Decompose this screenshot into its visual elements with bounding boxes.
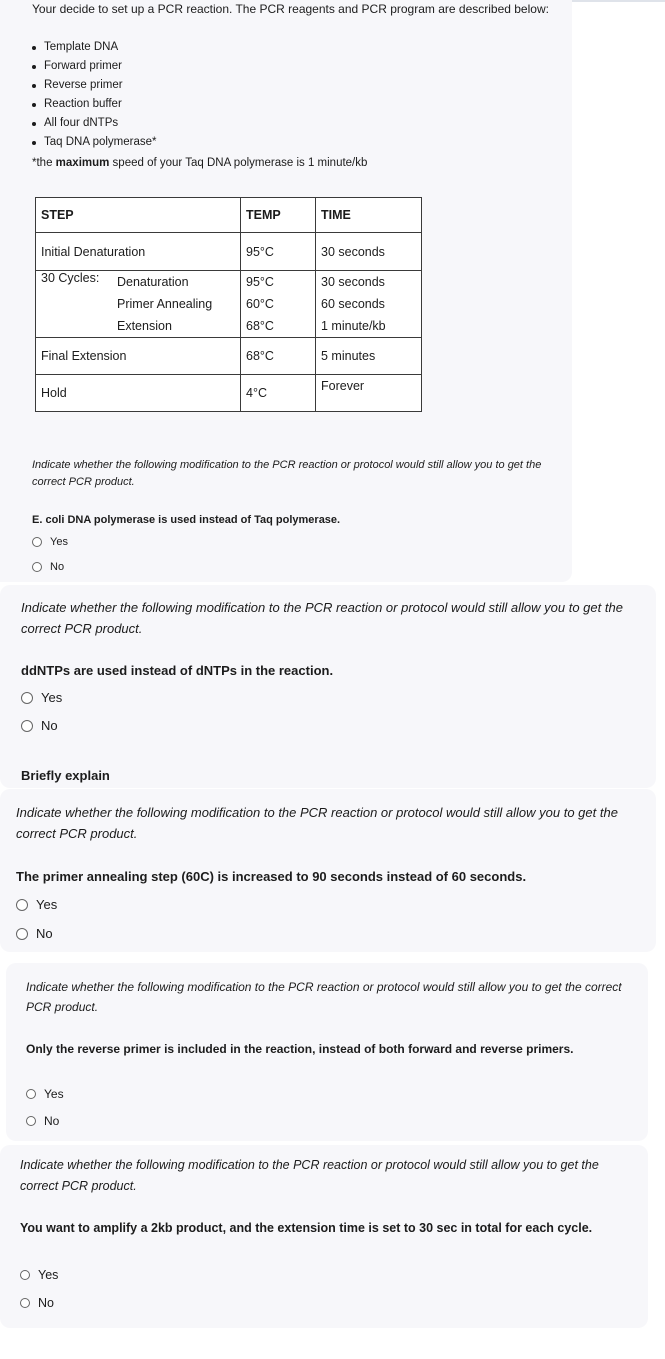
cycle-step: Extension (117, 319, 172, 333)
reagent-item: Template DNA (30, 38, 157, 57)
cell-temp: 68°C (241, 338, 316, 375)
table-row (36, 233, 422, 271)
question-prompt: Indicate whether the following modification to the PCR reaction or protocol would still allow you to get the correct PCR product. (26, 980, 622, 1014)
question-text: ddNTPs are used instead of dNTPs in the reaction. (21, 663, 334, 678)
question-text: The primer annealing step (60C) is increased to 90 seconds instead of 60 seconds. (16, 869, 527, 884)
radio-button[interactable] (20, 1298, 30, 1308)
radio-button[interactable] (16, 899, 28, 911)
reagent-item: Reaction buffer (30, 95, 157, 114)
option-no[interactable]: No (26, 1114, 59, 1128)
question-card-5 (0, 1145, 648, 1328)
reagent-item: Reverse primer (30, 76, 157, 95)
option-yes[interactable]: Yes (26, 1087, 64, 1101)
polymerase-note: *the maximum speed of your Taq DNA polymerase is 1 minute/kb (32, 157, 368, 169)
reagent-item: All four dNTPs (30, 114, 157, 133)
cell-time: 5 minutes (316, 338, 422, 375)
question-prompt: Indicate whether the following modification to the PCR reaction or protocol would still allow you to get the correct PCR product. (21, 600, 623, 636)
reagent-item: Taq DNA polymerase* (30, 133, 157, 152)
option-yes[interactable]: Yes (32, 536, 68, 548)
option-no[interactable]: No (21, 718, 58, 733)
header-step: STEP (36, 198, 241, 233)
question-text: E. coli DNA polymerase is used instead of Taq polymerase. (32, 514, 341, 526)
pcr-program-table (35, 197, 422, 412)
question-card-3 (0, 789, 656, 952)
radio-button[interactable] (21, 720, 33, 732)
cell-step: Hold (36, 375, 241, 412)
cell-temp: 95°C 60°C 68°C (241, 271, 316, 338)
cell-step: Initial Denaturation (36, 233, 241, 271)
cycle-step: Denaturation (117, 275, 189, 289)
reagent-list (30, 38, 157, 152)
intro-text: Your decide to set up a PCR reaction. The PCR reagents and PCR program are described below: (32, 2, 549, 16)
table-header-row (36, 198, 422, 233)
reagent-item: Forward primer (30, 57, 157, 76)
question-card-2 (0, 585, 656, 788)
question-prompt: Indicate whether the following modification to the PCR reaction or protocol would still allow you to get the correct PCR product. (16, 805, 618, 841)
option-no[interactable]: No (32, 561, 64, 573)
cycle-step: Primer Annealing (117, 297, 213, 311)
cell-time: 30 seconds 60 seconds 1 minute/kb (316, 271, 422, 338)
cell-step: Final Extension (36, 338, 241, 375)
cell-time: 30 seconds (316, 233, 422, 271)
cycles-label: 30 Cycles: (41, 271, 100, 285)
radio-button[interactable] (20, 1270, 30, 1280)
table-row (36, 271, 422, 338)
question-text: Only the reverse primer is included in the reaction, instead of both forward and reverse primers. (26, 1042, 574, 1056)
option-yes[interactable]: Yes (21, 690, 62, 705)
cell-temp: 4°C (241, 375, 316, 412)
radio-button[interactable] (32, 537, 42, 547)
cell-temp: 95°C (241, 233, 316, 271)
radio-button[interactable] (26, 1089, 36, 1099)
header-temp: TEMP (241, 198, 316, 233)
cell-time: Forever (316, 375, 422, 412)
question-prompt: Indicate whether the following modification to the PCR reaction or protocol would still allow you to get the correct PCR product. (20, 1158, 599, 1193)
table-row (36, 338, 422, 375)
cell-step (36, 271, 241, 338)
option-no[interactable]: No (20, 1296, 54, 1310)
table-row (36, 375, 422, 412)
radio-button[interactable] (16, 928, 28, 940)
question-text: You want to amplify a 2kb product, and the extension time is set to 30 sec in total for each cycle. (20, 1221, 593, 1235)
radio-button[interactable] (21, 692, 33, 704)
radio-button[interactable] (32, 562, 42, 572)
option-no[interactable]: No (16, 926, 53, 941)
explain-label: Briefly explain (21, 768, 110, 783)
question-card-4 (6, 963, 648, 1141)
option-yes[interactable]: Yes (20, 1268, 58, 1282)
radio-button[interactable] (26, 1116, 36, 1126)
question-card-1 (0, 0, 572, 582)
header-time: TIME (316, 198, 422, 233)
option-yes[interactable]: Yes (16, 897, 57, 912)
question-prompt: Indicate whether the following modification to the PCR reaction or protocol would still allow you to get the correct PCR product. (32, 459, 542, 489)
